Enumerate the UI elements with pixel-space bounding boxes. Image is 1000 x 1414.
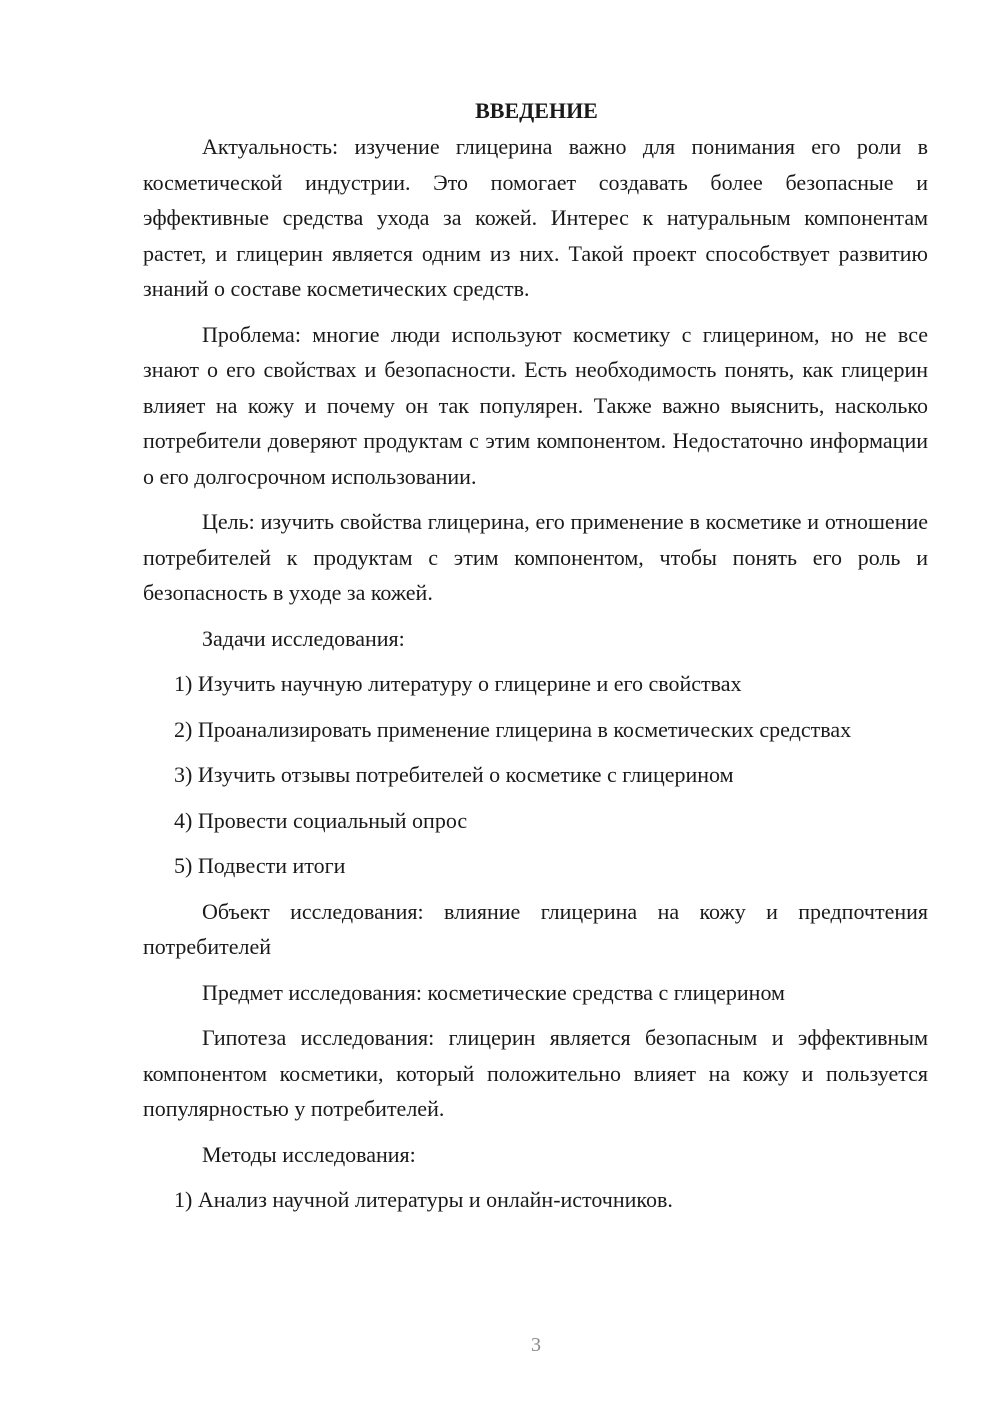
task-item: 2) Проанализировать применение глицерина в косметических средствах bbox=[174, 716, 852, 742]
task-item: 4) Провести социальный опрос bbox=[174, 807, 468, 833]
page-content bbox=[143, 93, 928, 1228]
methods-heading: Методы исследования: bbox=[202, 1141, 416, 1167]
object-paragraph: Объект исследования: влияние глицерина на кожу и предпочтения потребителей bbox=[143, 898, 928, 959]
problem-paragraph: Проблема: многие люди используют косметику с глицерином, но не все знают о его свойствах и безопасности. Есть необходимость понять, как глицерин влияет на кожу и почему он так популярен. Также важно выяснить, насколько потребители доверяют продуктам с этим компонентом. Недостаточно информации о его долгосрочном использовании. bbox=[143, 321, 928, 489]
task-item: 5) Подвести итоги bbox=[174, 853, 346, 878]
page-number: 3 bbox=[531, 1334, 541, 1356]
method-item: 1) Анализ научной литературы и онлайн-источников. bbox=[174, 1187, 673, 1212]
hypothesis-paragraph: Гипотеза исследования: глицерин является безопасным и эффективным компонентом косметики, который положительно влияет на кожу и пользуется популярностью у потребителей. bbox=[143, 1025, 928, 1121]
goal-paragraph: Цель: изучить свойства глицерина, его применение в косметике и отношение потребителей к продуктам с этим компонентом, чтобы понять его роль и безопасность в уходе за кожей. bbox=[143, 509, 928, 605]
relevance-paragraph: Актуальность: изучение глицерина важно для понимания его роли в косметической индустрии. Это помогает создавать более безопасные и эффективные средства ухода за кожей. Интерес к натуральным компонентам растет, и глицерин является одним из них. Такой проект способствует развитию знаний о составе косметических средств. bbox=[143, 134, 928, 301]
tasks-heading: Задачи исследования: bbox=[202, 625, 405, 651]
subject-paragraph: Предмет исследования: косметические средства с глицерином bbox=[202, 979, 785, 1005]
task-item: 3) Изучить отзывы потребителей о косметике с глицерином bbox=[174, 762, 734, 787]
task-item: 1) Изучить научную литературу о глицерине и его свойствах bbox=[174, 671, 742, 696]
page-title: ВВЕДЕНИЕ bbox=[475, 98, 598, 123]
